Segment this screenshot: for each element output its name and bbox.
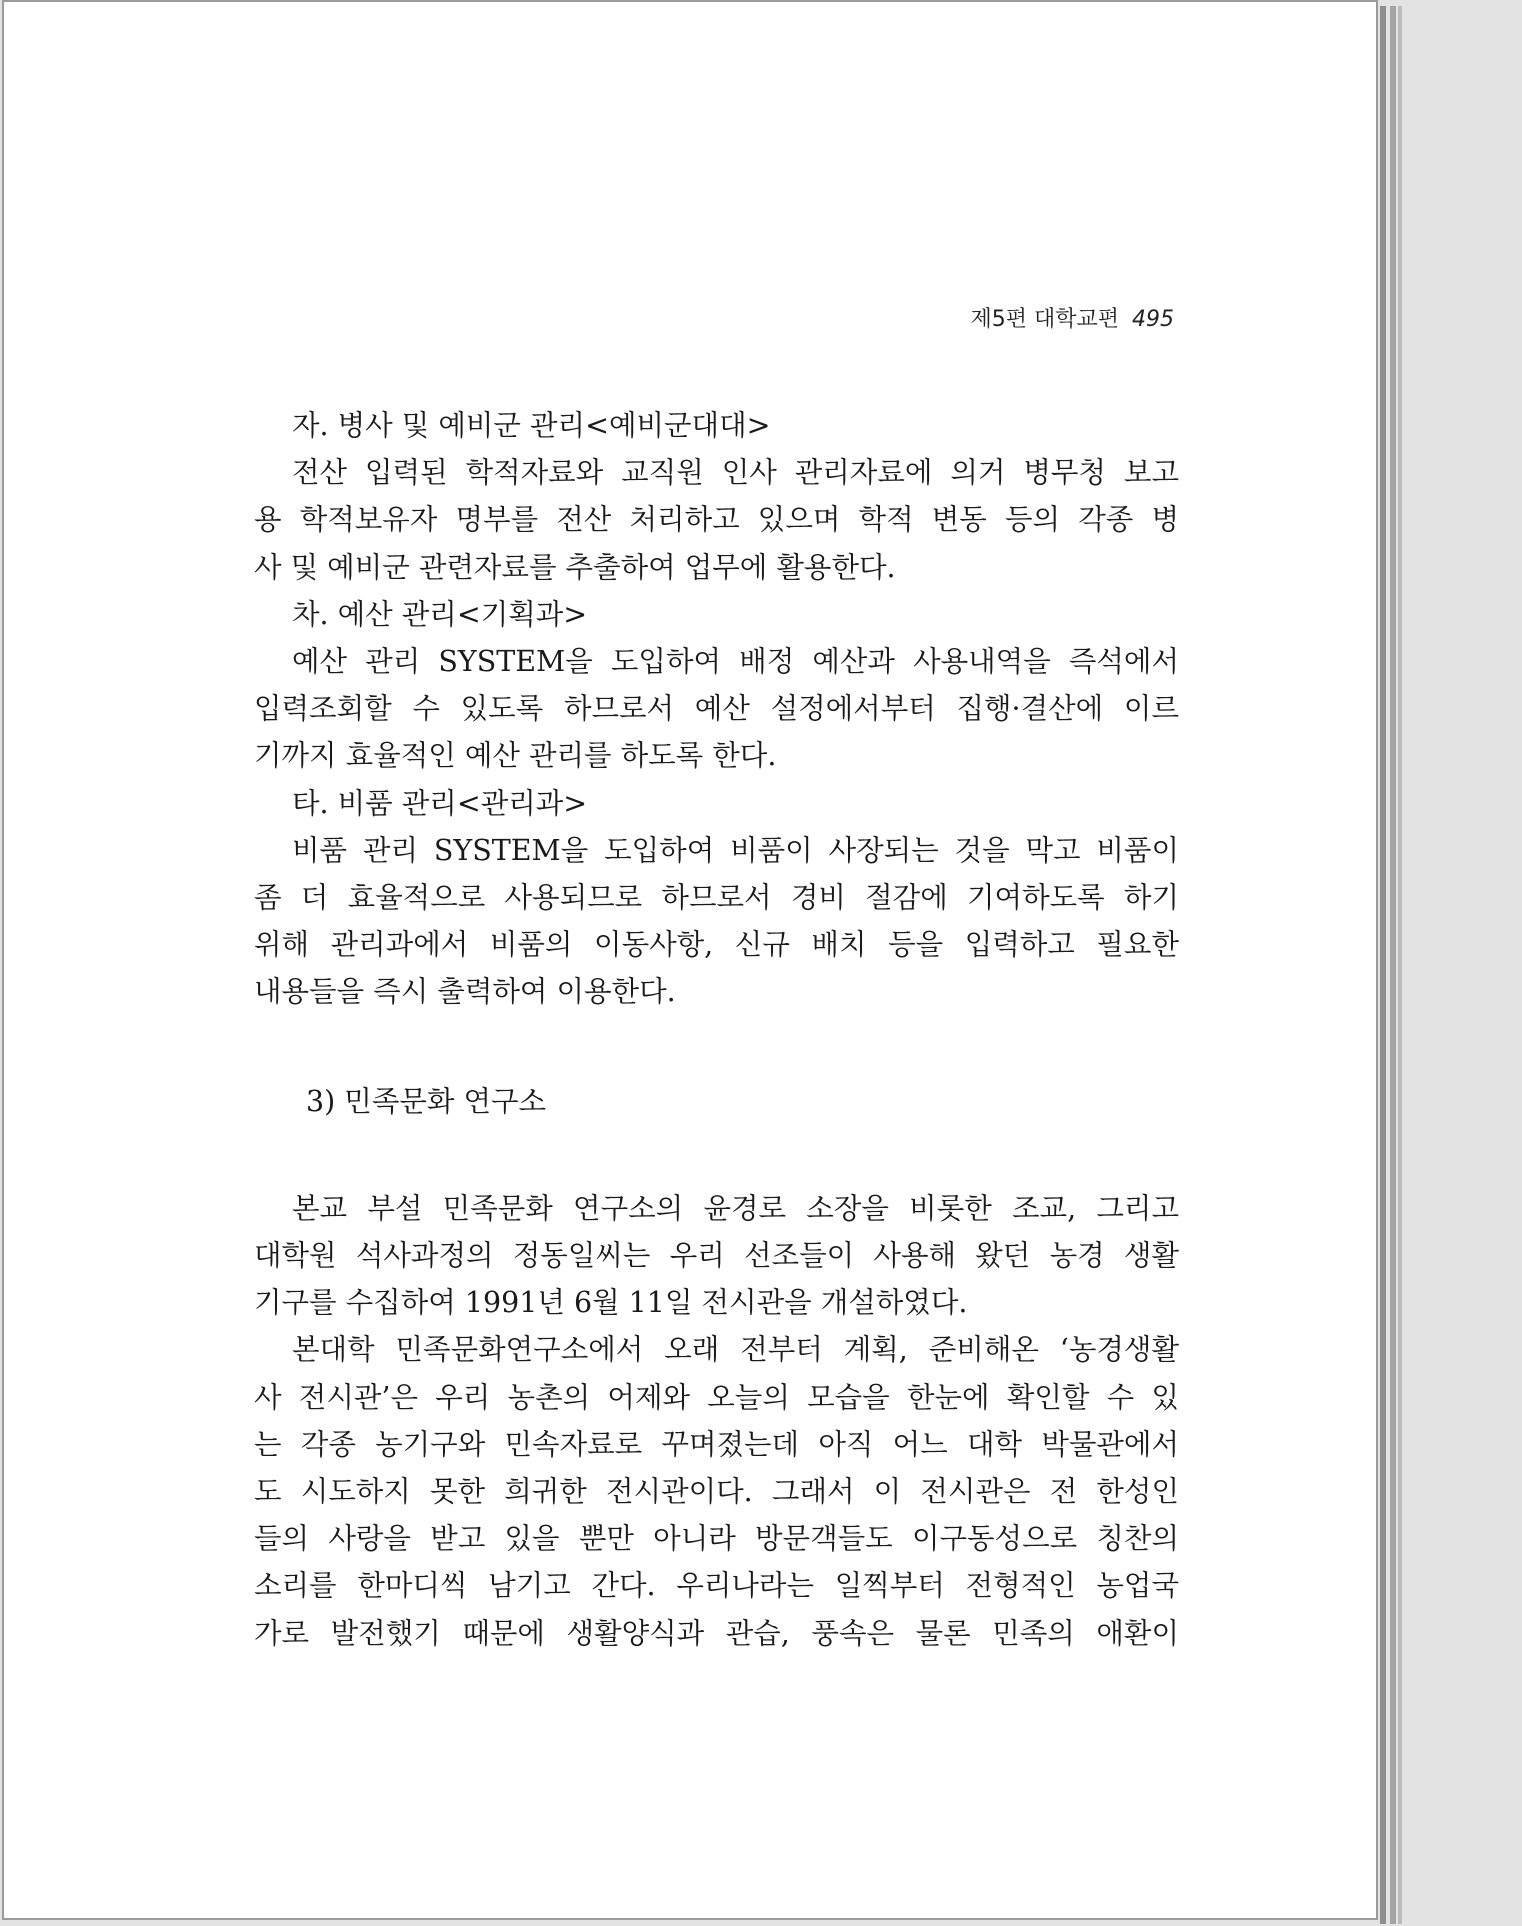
text-line: 기까지 효율적인 예산 관리를 하도록 한다.	[254, 739, 777, 773]
text-line: 사 및 예비군 관련자료를 추출하여 업무에 활용한다.	[254, 550, 896, 584]
page-number: 495	[1132, 307, 1174, 332]
paragraph	[254, 449, 1179, 591]
text-line: 본대학 민족문화연구소에서 오래 전부터 계획, 준비해온 ‘농경생활	[292, 1333, 1179, 1367]
text-line: 전산 입력된 학적자료와 교직원 인사 관리자료에 의거 병무청 보고	[292, 456, 1179, 490]
paragraph	[254, 827, 1179, 1016]
text-line: 비품 관리 SYSTEM을 도입하여 비품이 사장되는 것을 막고 비품이	[292, 833, 1179, 867]
subsection-heading: 타. 비품 관리<관리과>	[292, 786, 588, 820]
text-line: 가로 발전했기 때문에 생활양식과 관습, 풍속은 물론 민족의 애환이	[254, 1616, 1179, 1650]
text-line: 예산 관리 SYSTEM을 도입하여 배정 예산과 사용내역을 즉석에서	[292, 645, 1179, 679]
subsection-heading: 자. 병사 및 예비군 관리<예비군대대>	[292, 409, 771, 442]
page-edge	[1390, 6, 1396, 1924]
running-head-title: 제5편 대학교편	[970, 307, 1119, 332]
text-line: 본교 부설 민족문화 연구소의 윤경로 소장을 비롯한 조교, 그리고	[292, 1191, 1179, 1225]
running-head	[970, 302, 1174, 333]
document-page	[2, 0, 1378, 1920]
text-line: 는 각종 농기구와 민속자료로 꾸며졌는데 아직 어느 대학 박물관에서	[254, 1427, 1179, 1461]
text-line: 소리를 한마디씩 남기고 간다. 우리나라는 일찍부터 전형적인 농업국	[254, 1569, 1179, 1603]
text-line: 내용들을 즉시 출력하여 이용한다.	[254, 975, 676, 1009]
text-line: 입력조회할 수 있도록 하므로서 예산 설정에서부터 집행·결산에 이르	[254, 692, 1179, 726]
page-edge	[1380, 6, 1386, 1924]
section-title: 3) 민족문화 연구소	[306, 1084, 547, 1118]
text-line: 기구를 수집하여 1991년 6월 11일 전시관을 개설하였다.	[254, 1286, 968, 1320]
subsection-heading: 차. 예산 관리<기획과>	[292, 597, 588, 631]
text-line: 용 학적보유자 명부를 전산 처리하고 있으며 학적 변동 등의 각종 병	[254, 503, 1179, 537]
paragraph	[254, 1326, 1179, 1656]
text-line: 사 전시관’은 우리 농촌의 어제와 오늘의 모습을 한눈에 확인할 수 있	[254, 1380, 1179, 1414]
text-line: 좀 더 효율적으로 사용되므로 하므로서 경비 절감에 기여하도록 하기	[254, 881, 1179, 915]
paragraph	[254, 638, 1179, 780]
text-line: 들의 사랑을 받고 있을 뿐만 아니라 방문객들도 이구동성으로 칭찬의	[254, 1522, 1179, 1556]
paragraph	[254, 1185, 1179, 1327]
body-text	[254, 402, 1179, 1657]
text-line: 도 시도하지 못한 희귀한 전시관이다. 그래서 이 전시관은 전 한성인	[254, 1475, 1179, 1509]
text-line: 대학원 석사과정의 정동일씨는 우리 선조들이 사용해 왔던 농경 생활	[254, 1239, 1179, 1273]
page-edge	[1398, 6, 1402, 1924]
text-line: 위해 관리과에서 비품의 이동사항, 신규 배치 등을 입력하고 필요한	[254, 928, 1179, 962]
